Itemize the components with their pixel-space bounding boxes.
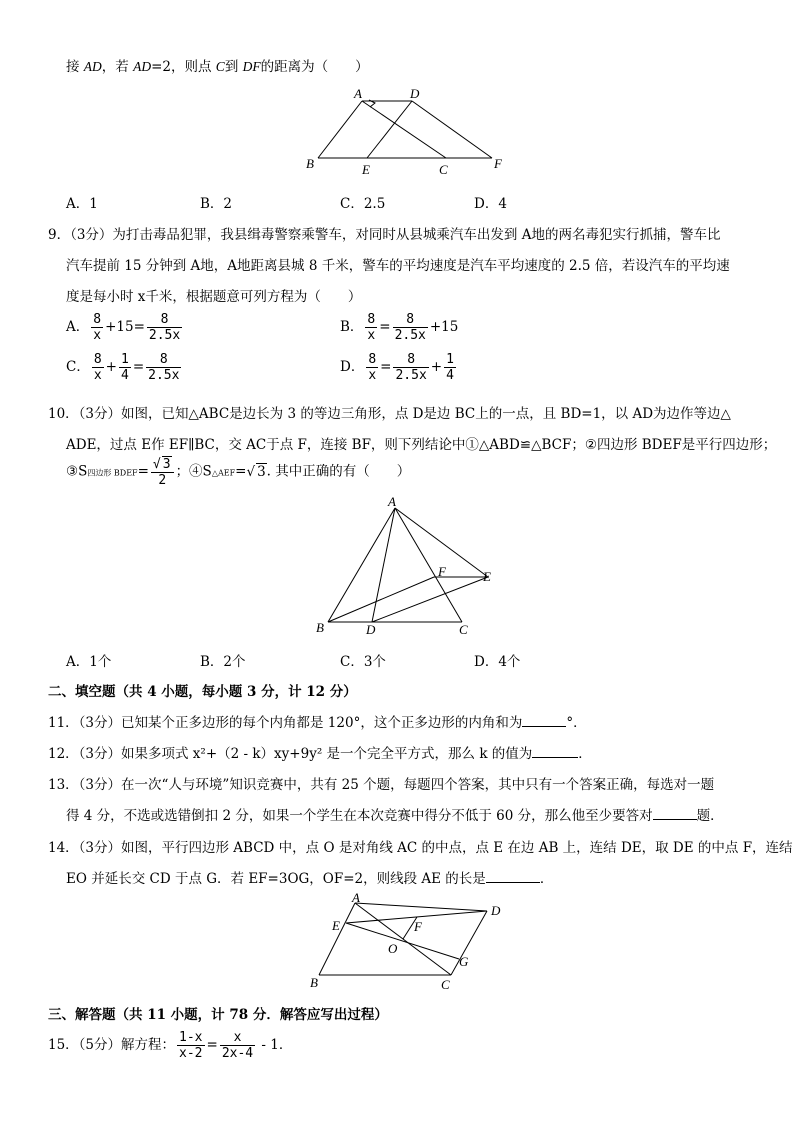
q14-label-F: F: [414, 919, 422, 934]
q8-option-c: C．2.5: [340, 196, 386, 212]
q10-label-D: D: [366, 622, 376, 637]
q8-label-A: A: [354, 86, 362, 101]
q10-label-B: B: [316, 620, 324, 635]
q14-label-D: D: [491, 903, 501, 918]
q14-figure: [305, 893, 515, 995]
q8-stem: 接 AD，若 AD=2，则点 C到 DF的距离为（ ）: [66, 59, 369, 75]
q10-line1: 10．（3分）如图，已知△ABC是边长为 3 的等边三角形，点 D是边 BC上的一点，且 BD=1，以 AD为边作等边△: [48, 406, 731, 422]
q14-label-G: G: [459, 954, 469, 969]
q8-option-b: B．2: [200, 196, 233, 212]
q10-label-C: C: [459, 622, 468, 637]
q10-option-b: B．2个: [200, 654, 246, 670]
q11-answer-blank: [522, 726, 566, 727]
q14-line2: EO 并延长交 CD 于点 G．若 EF=3OG，OF=2，则线段 AE 的长是 ．: [66, 871, 554, 887]
q15: 15．（5分）解方程： $\frac{1-x}{x-2}$ = $\frac{x}{2x-4}$ - 1．: [48, 1030, 293, 1061]
section-fill-in-heading: 二、填空题（共 4 小题，每小题 3 分，计 12 分）: [48, 684, 357, 700]
q8-figure: [300, 82, 520, 182]
q8-label-C: C: [439, 162, 448, 177]
q13-line2: 得 4 分，不选或选错倒扣 2 分，如果一个学生在本次竞赛中得分不低于 60 分，那么他至少要答对 题．: [66, 808, 724, 824]
q12-answer-blank: [532, 757, 578, 758]
q8-label-E: E: [362, 162, 370, 177]
q8-label-F: F: [494, 156, 502, 171]
q9-line1: 9．（3分）为打击毒品犯罪，我县缉毒警察乘警车，对同时从县城乘汽车出发到 A地的两名毒犯实行抓捕，警车比: [48, 227, 721, 243]
q9-option-c: C． $\frac{8}{x}$ + $\frac{1}{4}$ = $\frac{8}{2.5x}$: [66, 352, 180, 383]
q11: 11．（3分）已知某个正多边形的每个内角都是 120°，这个正多边形的内角和为 °．: [48, 715, 587, 731]
q14-label-B: B: [310, 975, 318, 990]
q9-option-b: B． $\frac{8}{x}$ = $\frac{8}{2.5x}$ +15: [340, 312, 459, 343]
q10-option-c: C．3个: [340, 654, 386, 670]
q10-line2: ADE，过点 E作 EF∥BC，交 AC于点 F，连接 BF，则下列结论中①△ABD≌△BCF；②四边形 BDEF是平行四边形；: [66, 437, 777, 453]
q14-label-O: O: [388, 941, 398, 956]
q10-line3: ③S四边形 BDEF= $\frac{√ 3}{2}$ ；④S△AEF=√ 3. 其中正确的有（ ）: [66, 457, 411, 488]
section-solution-heading: 三、解答题（共 11 小题，计 78 分．解答应写出过程）: [48, 1007, 388, 1023]
q14-label-E: E: [332, 918, 340, 933]
q8-option-d: D．4: [474, 196, 507, 212]
q9-option-a: A． $\frac{8}{x}$ +15= $\frac{8}{2.5x}$: [66, 312, 181, 343]
q10-figure: [310, 492, 510, 642]
q14-line1: 14．（3分）如图，平行四边形 ABCD 中，点 O 是对角线 AC 的中点，点 E 在边 AB 上，连结 DE，取 DE 的中点 F，连结: [48, 840, 793, 856]
q14-label-C: C: [441, 977, 450, 992]
q9-line2: 汽车提前 15 分钟到 A地，A地距离县城 8 千米，警车的平均速度是汽车平均速度的 2.5 倍，若设汽车的平均速: [66, 258, 730, 274]
q13-answer-blank: [653, 819, 697, 820]
q9-option-d: D． $\frac{8}{x}$ = $\frac{8}{2.5x}$ + $\frac{1}{4}$: [340, 352, 454, 383]
q14-label-A: A: [352, 893, 360, 905]
q14-answer-blank: [486, 882, 540, 883]
q10-label-A: A: [388, 494, 396, 509]
q10-option-d: D．4个: [474, 654, 521, 670]
q13-line1: 13．（3分）在一次“人与环境”知识竞赛中，共有 25 个题，每题四个答案，其中只有一个答案正确，每选对一题: [48, 777, 715, 793]
q8-label-B: B: [306, 156, 314, 171]
q8-option-a: A．1: [66, 196, 98, 212]
q9-line3: 度是每小时 x千米，根据题意可列方程为（ ）: [66, 289, 362, 305]
q10-option-a: A．1个: [66, 654, 112, 670]
q10-label-E: E: [483, 569, 491, 584]
q10-label-F: F: [438, 564, 446, 579]
q8-label-D: D: [410, 86, 420, 101]
q12: 12．（3分）如果多项式 x²+（2 - k）xy+9y² 是一个完全平方式，那么 k 的值为 ．: [48, 746, 592, 762]
